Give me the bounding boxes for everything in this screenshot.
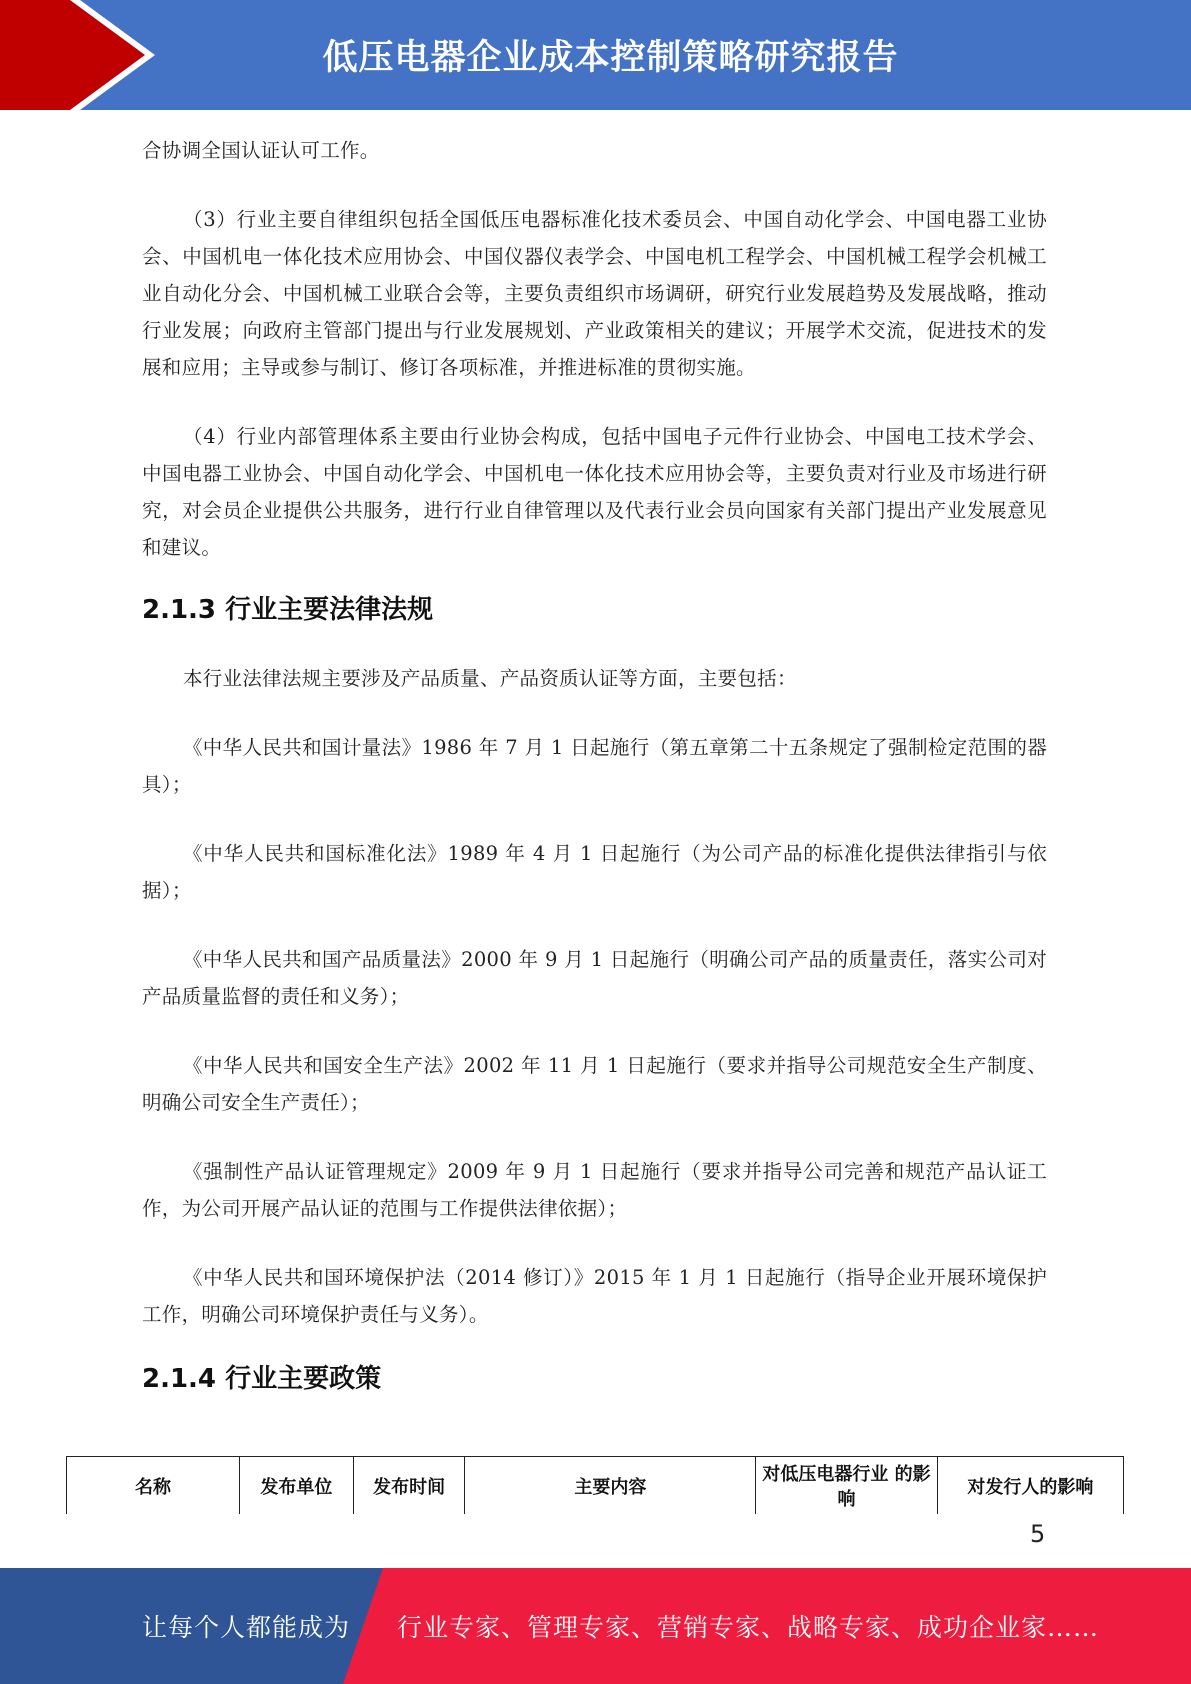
footer-slogan-left: 让每个人都能成为 <box>142 1613 351 1642</box>
header-red-arrow <box>0 0 145 110</box>
law-item: 《中华人民共和国计量法》1986 年 7 月 1 日起施行（第五章第二十五条规定了强制检定范围的器具）； <box>142 736 1047 796</box>
law-item: 《中华人民共和国标准化法》1989 年 4 月 1 日起施行（为公司产品的标准化提供法律指引与依据）； <box>142 842 1047 902</box>
footer-slogan-right: 行业专家、管理专家、营销专家、战略专家、成功企业家…… <box>397 1613 1100 1642</box>
paragraph-internal-management: （4）行业内部管理体系主要由行业协会构成，包括中国电子元件行业协会、中国电工技术学会、中国电器工业协会、中国自动化学会、中国机电一体化技术应用协会等，主要负责对行业及市场进行研究，对会员企业提供公共服务，进行行业自律管理以及代表行业会员向国家有关部门提出产业发展意见和建议。 <box>142 425 1047 559</box>
law-item: 《中华人民共和国产品质量法》2000 年 9 月 1 日起施行（明确公司产品的质量责任，落实公司对产品质量监督的责任和义务）； <box>142 948 1047 1008</box>
table-header-cell: 对发行人的影响 <box>937 1457 1123 1515</box>
policy-table <box>66 1456 1124 1514</box>
paragraph-self-regulatory-orgs: （3）行业主要自律组织包括全国低压电器标准化技术委员会、中国自动化学会、中国电器工业协会、中国机电一体化技术应用协会、中国仪器仪表学会、中国电机工程学会、中国机械工程学会机械工业自动化分会、中国机械工业联合会等，主要负责组织市场调研，研究行业发展趋势及发展战略，推动行业发展；向政府主管部门提出与行业发展规划、产业政策相关的建议；开展学术交流，促进技术的发展和应用；主导或参与制订、修订各项标准，并推进标准的贯彻实施。 <box>142 208 1047 379</box>
table-header-cell: 发布单位 <box>240 1457 354 1515</box>
table-header-cell: 发布时间 <box>353 1457 465 1515</box>
paragraph-laws-intro: 本行业法律法规主要涉及产品质量、产品资质认证等方面，主要包括： <box>182 667 797 690</box>
section-heading-2-1-4: 2.1.4 行业主要政策 <box>142 1364 382 1394</box>
report-title: 低压电器企业成本控制策略研究报告 <box>322 38 899 78</box>
law-item: 《中华人民共和国环境保护法（2014 修订）》2015 年 1 月 1 日起施行（指导企业开展环境保护工作，明确公司环境保护责任与义务）。 <box>142 1266 1047 1326</box>
table-header-cell: 对低压电器行业 的影响 <box>756 1457 938 1515</box>
section-heading-2-1-3: 2.1.3 行业主要法律法规 <box>142 595 434 625</box>
table-header-cell: 主要内容 <box>465 1457 756 1515</box>
page-header <box>0 0 1191 110</box>
page-number: 5 <box>1030 1520 1046 1548</box>
law-item: 《中华人民共和国安全生产法》2002 年 11 月 1 日起施行（要求并指导公司规范安全生产制度、明确公司安全生产责任）； <box>142 1054 1047 1114</box>
table-header-row <box>67 1457 1124 1515</box>
law-item: 《强制性产品认证管理规定》2009 年 9 月 1 日起施行（要求并指导公司完善和规范产品认证工作，为公司开展产品认证的范围与工作提供法律依据）； <box>142 1160 1047 1220</box>
page-body <box>142 132 1047 1399</box>
page-footer <box>0 1568 1191 1684</box>
paragraph-continuation: 合协调全国认证认可工作。 <box>142 139 380 162</box>
table-header-cell: 名称 <box>67 1457 240 1515</box>
